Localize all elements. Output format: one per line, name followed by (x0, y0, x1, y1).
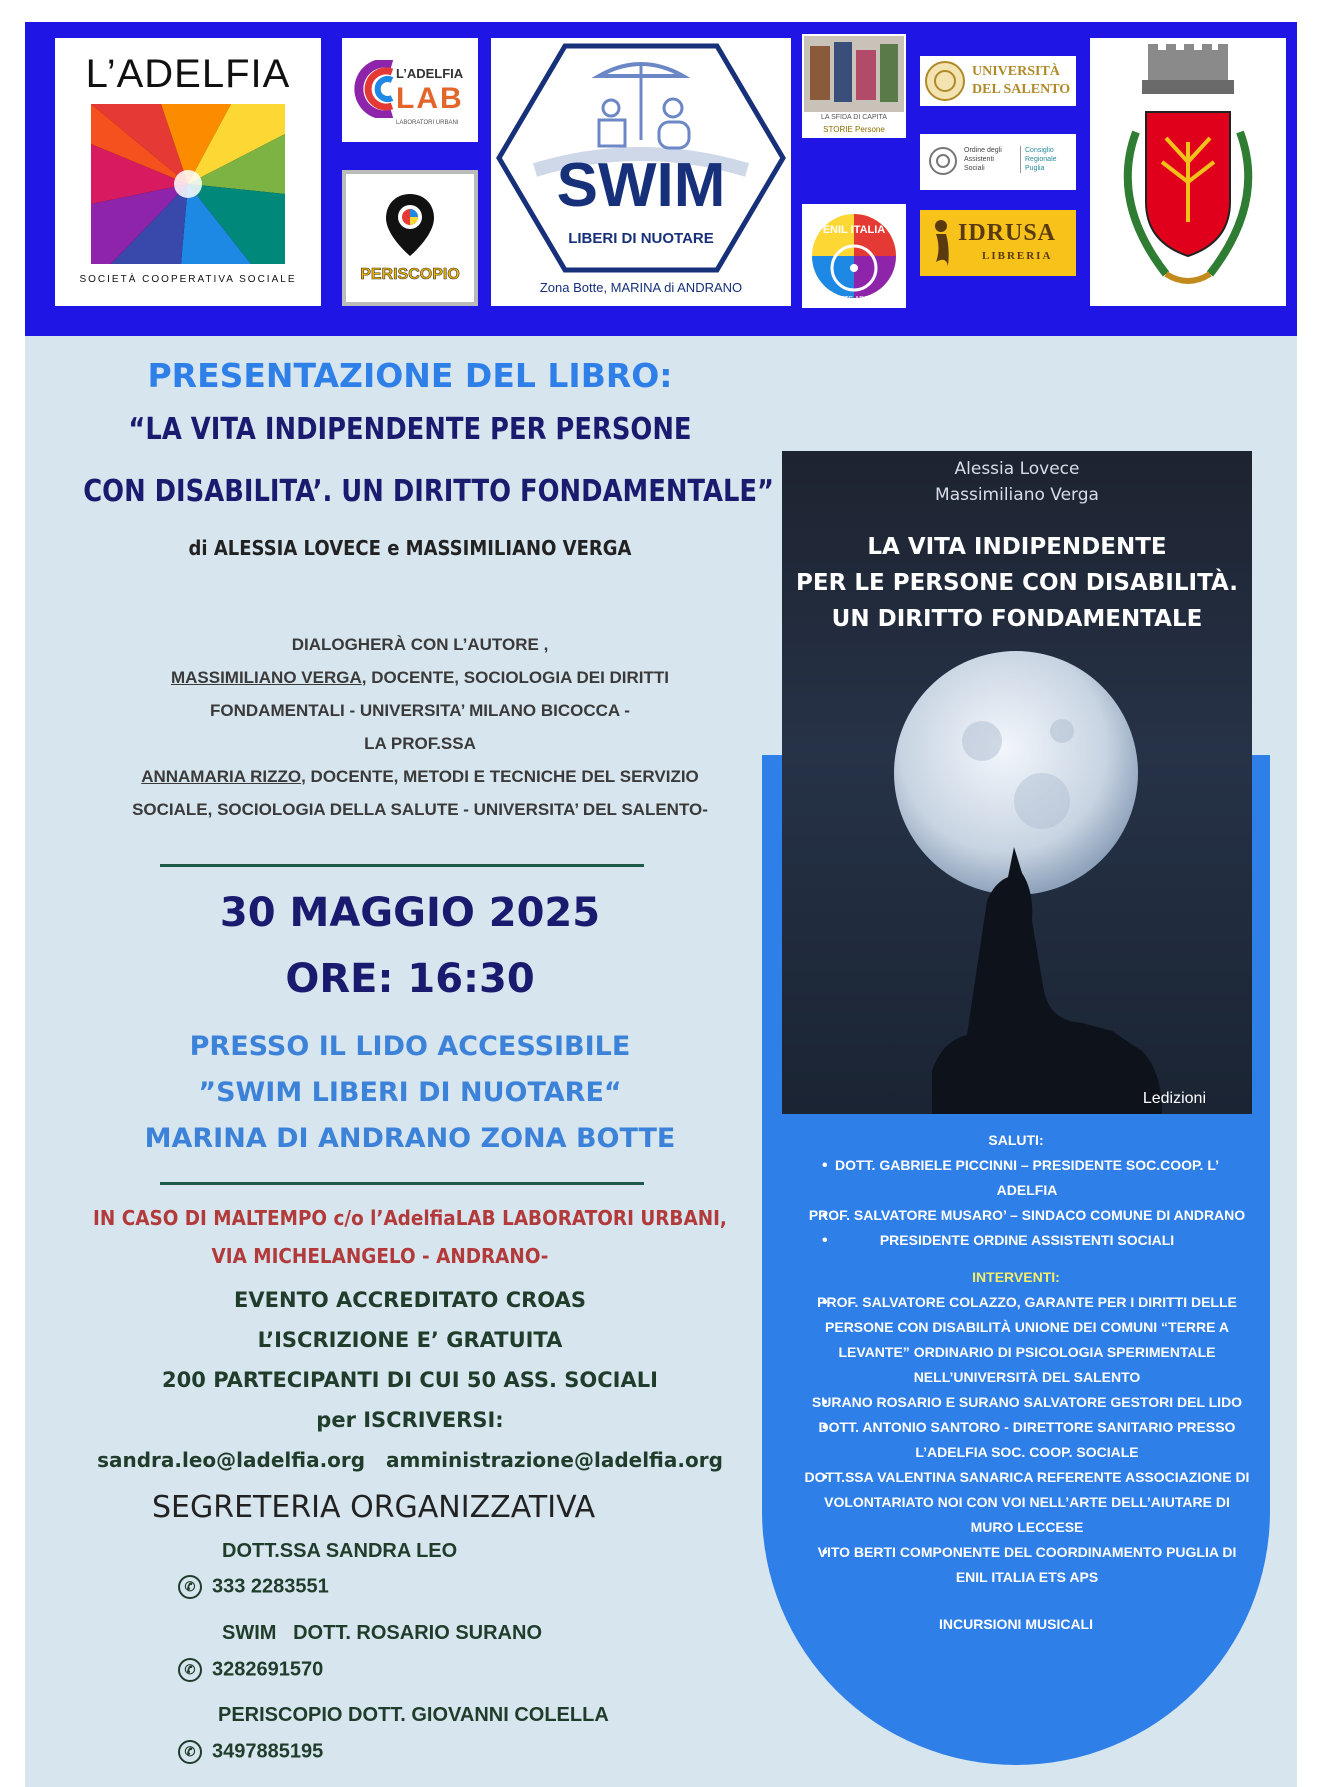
comune-crest-logo (1090, 38, 1286, 306)
idrusa-logo-title: IDRUSA (958, 220, 1057, 246)
swim-logo (491, 38, 791, 306)
contact-1-phone-row (178, 1575, 329, 1599)
cover-author-2: Massimiliano Verga (935, 485, 1099, 505)
rainbow-spiral-icon (91, 104, 285, 264)
phone-icon: ✆ (178, 1658, 202, 1682)
cover-title-line-3: UN DIRITTO FONDAMENTALE (831, 606, 1203, 632)
ordine-emblem-icon (928, 146, 958, 176)
dialogue-line-6: SOCIALE, SOCIOLOGIA DELLA SALUTE - UNIVERSITA’ DEL SALENTO- (132, 800, 708, 819)
contact-3-name: PERISCOPIO DOTT. GIOVANNI COLELLA (218, 1704, 609, 1726)
contact-2-name: SWIM DOTT. ROSARIO SURANO (222, 1622, 542, 1644)
phone-icon: ✆ (178, 1575, 202, 1599)
closing-note: INCURSIONI MUSICALI (939, 1616, 1093, 1632)
participants-note: 200 PARTECIPANTI DI CUI 50 ASS. SOCIALI (162, 1368, 658, 1392)
divider-bottom (160, 1182, 644, 1185)
dialogue-line-3: FONDAMENTALI - UNIVERSITA’ MILANO BICOCCA - (210, 701, 630, 720)
weather-line-2: VIA MICHELANGELO - ANDRANO- (211, 1244, 549, 1268)
weather-line-1: IN CASO DI MALTEMPO c/o l’AdelfiaLAB LABORATORI URBANI, (93, 1206, 727, 1230)
presentation-kicker: PRESENTAZIONE DEL LIBRO: (147, 356, 673, 395)
adelfia-logo-title: L’ADELFIA (85, 52, 291, 96)
speaker-1-name: MASSIMILIANO VERGA (170, 668, 362, 687)
notes-block (20, 1280, 800, 1480)
phone-icon: ✆ (178, 1740, 202, 1764)
swim-logo-place: Zona Botte, MARINA di ANDRANO (539, 280, 743, 295)
unisalento-line1: UNIVERSITÀ (972, 64, 1060, 79)
secretariat-heading: SEGRETERIA ORGANIZZATIVA (152, 1490, 596, 1525)
lab-logo-title: L’ADELFIA (396, 66, 464, 81)
program-item: • SURANO ROSARIO E SURANO SALVATORE GESTORI DEL LIDO (770, 1390, 1262, 1415)
program-item: • PROF. SALVATORE COLAZZO, GARANTE PER I DIRITTI DELLE PERSONE CON DISABILITÀ UNIONE DEI COMUNI “TERRE A LEVANTE” ORDINARIO DI PSICOLOGIA SPERIMENTALE NELL’UNIVERSITÀ DEL SALENTO (770, 1290, 1262, 1390)
speaker-1-role: , DOCENTE, SOCIOLOGIA DEI DIRITTI (361, 668, 670, 687)
program-item: • DOTT.SSA VALENTINA SANARICA REFERENTE ASSOCIAZIONE DI VOLONTARIATO NOI CON VOI NELL’ARTE DELL’AIUTARE DI MURO LECCESE (770, 1465, 1262, 1540)
sfida-logo (802, 34, 906, 138)
periscopio-logo-text: PERISCOPIO (360, 266, 460, 283)
unisalento-line2: DEL SALENTO (972, 82, 1071, 97)
publisher-logo: Ledizioni (1142, 1090, 1206, 1107)
saluti-list (770, 1153, 1262, 1253)
idrusa-logo (920, 210, 1076, 276)
free-note: L’ISCRIZIONE E’ GRATUITA (257, 1328, 563, 1352)
idrusa-mermaid-icon (928, 218, 954, 268)
program-item: • PRESIDENTE ORDINE ASSISTENTI SOCIALI (770, 1228, 1262, 1253)
venue-line-2: ”SWIM LIBERI DI NUOTARE“ (198, 1077, 622, 1108)
program-item: • DOTT. GABRIELE PICCINNI – PRESIDENTE SOC.COOP. L’ ADELFIA (770, 1153, 1262, 1203)
interventi-heading: INTERVENTI: (972, 1269, 1060, 1285)
divider-top (160, 864, 644, 867)
dialogue-intro: DIALOGHERÀ CON L’AUTORE , (291, 635, 549, 654)
contact-1-name: DOTT.SSA SANDRA LEO (222, 1540, 458, 1562)
interventi-list (770, 1290, 1262, 1590)
ordine-right-text: Consiglio Regionale Puglia (1020, 146, 1076, 173)
lab-logo-sub: LABORATORI URBANI (396, 120, 459, 126)
periscopio-logo (342, 170, 478, 306)
speaker-2-name: ANNAMARIA RIZZO (141, 767, 302, 786)
program-list (770, 1128, 1262, 1637)
contact-1-phone[interactable]: 333 2283551 (212, 1575, 329, 1598)
sfida-caption: LA SFIDA DI CAPITA (820, 114, 887, 121)
lab-logo-big: LAB (396, 82, 464, 115)
cover-title-line-2: PER LE PERSONE CON DISABILITÀ. (796, 570, 1238, 596)
program-item: • DOTT. ANTONIO SANTORO - DIRETTORE SANITARIO PRESSO L’ADELFIA SOC. COOP. SOCIALE (770, 1415, 1262, 1465)
adelfia-lab-logo (342, 38, 478, 142)
university-seal-icon (924, 60, 966, 102)
event-date: 30 MAGGIO 2025 (219, 890, 601, 936)
lab-swirl-icon (352, 60, 396, 118)
book-authors: di ALESSIA LOVECE e MASSIMILIANO VERGA (188, 536, 632, 560)
event-time: ORE: 16:30 (285, 956, 535, 1002)
contact-2-phone[interactable]: 3282691570 (212, 1658, 324, 1681)
enil-logo-title: ENIL ITALIA (822, 224, 886, 236)
sfida-caption-2: STORIE Persone (823, 125, 885, 134)
enil-wheel-icon (808, 208, 900, 304)
unisalento-logo (920, 56, 1076, 106)
ordine-left-text: Ordine degli Assistenti Sociali (964, 147, 1002, 172)
accredited-note: EVENTO ACCREDITATO CROAS (234, 1288, 586, 1312)
registration-emails[interactable]: sandra.leo@ladelfia.org amministrazione@ladelfia.org (97, 1448, 723, 1472)
dialogue-line-4: LA PROF.SSA (364, 734, 476, 753)
dialogue-speaker-1 (60, 661, 780, 694)
idrusa-logo-sub: LIBRERIA (982, 250, 1053, 262)
adelfia-logo (55, 38, 321, 306)
cover-title-block (782, 529, 1252, 637)
contact-3-phone[interactable]: 3497885195 (212, 1740, 324, 1763)
dialogue-speaker-2 (60, 760, 780, 793)
venue-block (30, 1024, 790, 1162)
book-title-line-2: CON DISABILITA’. UN DIRITTO FONDAMENTALE” (83, 474, 775, 509)
location-pin-icon (384, 192, 436, 258)
speaker-2-role: , DOCENTE, METODI E TECNICHE DEL SERVIZIO (301, 767, 699, 786)
logo-banner (25, 22, 1297, 336)
ordine-assistenti-logo (920, 134, 1076, 190)
moon-wolf-illustration (782, 651, 1252, 1114)
contact-3-phone-row (178, 1740, 323, 1764)
book-title-line-1: “LA VITA INDIPENDENTE PER PERSONE (128, 412, 692, 447)
venue-line-1: PRESSO IL LIDO ACCESSIBILE (189, 1031, 631, 1062)
swim-logo-subtitle: LIBERI DI NUOTARE (568, 230, 714, 247)
venue-line-3: MARINA DI ANDRANO ZONA BOTTE (144, 1123, 676, 1154)
dialogue-block (60, 628, 780, 826)
register-note: per ISCRIVERSI: (316, 1408, 504, 1432)
enil-logo-sub: ETS APS (839, 296, 869, 303)
book-cover (782, 451, 1252, 1114)
contact-2-phone-row (178, 1658, 323, 1682)
adelfia-logo-subtitle: SOCIETÀ COOPERATIVA SOCIALE (79, 274, 297, 285)
swim-logo-title: SWIM (556, 151, 726, 220)
program-item: • PROF. SALVATORE MUSARO’ – SINDACO COMUNE DI ANDRANO (770, 1203, 1262, 1228)
saluti-heading: SALUTI: (988, 1132, 1044, 1148)
cover-author-1: Alessia Lovece (954, 459, 1080, 479)
cover-title-line-1: LA VITA INDIPENDENTE (867, 534, 1167, 560)
enil-logo (802, 204, 906, 308)
program-item: • VITO BERTI COMPONENTE DEL COORDINAMENTO PUGLIA DI ENIL ITALIA ETS APS (770, 1540, 1262, 1590)
sfida-picture-icon (804, 36, 904, 112)
coat-of-arms-icon (1096, 42, 1280, 300)
